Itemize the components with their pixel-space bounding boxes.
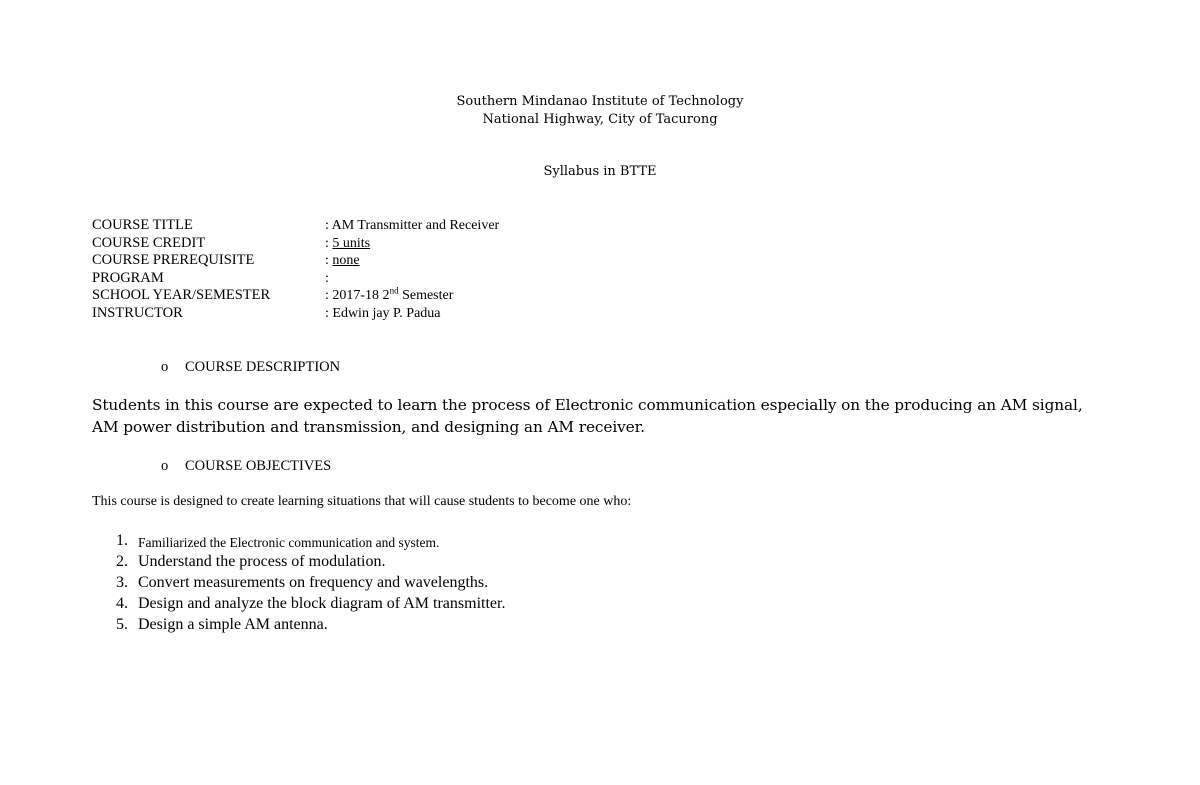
bullet-icon: o [161, 359, 169, 375]
institution-address: National Highway, City of Tacurong [482, 112, 718, 127]
list-item-text: Familiarized the Electronic communication and system. [138, 535, 440, 550]
program-value: : [325, 270, 329, 286]
school-year-value [325, 287, 453, 305]
school-year-pre: : 2017-18 2 [325, 288, 390, 304]
course-prereq-value: none [332, 253, 360, 269]
program-label: PROGRAM [92, 269, 164, 286]
course-objectives-heading [161, 458, 331, 475]
course-credit-prefix: : [325, 235, 333, 251]
course-description-heading [161, 359, 340, 376]
list-item-number: 5. [116, 616, 128, 633]
list-item-text: Understand the process of modulation. [138, 553, 386, 570]
list-item-text: Design a simple AM antenna. [138, 616, 328, 633]
list-item-text: Design and analyze the block diagram of AM transmitter. [138, 595, 506, 612]
school-year-label: SCHOOL YEAR/SEMESTER [92, 287, 271, 304]
list-item-number: 4. [116, 595, 128, 612]
instructor-label: INSTRUCTOR [92, 304, 183, 321]
list-item-number: 2. [116, 553, 128, 570]
list-item-number: 3. [116, 574, 128, 591]
course-objectives-heading-text: COURSE OBJECTIVES [185, 458, 332, 474]
course-credit-value: 5 units [332, 235, 371, 251]
course-prereq-label: COURSE PREREQUISITE [92, 252, 255, 269]
school-year-post: Semester [398, 288, 454, 304]
list-item-number: 1. [116, 532, 128, 549]
course-credit-value-wrap [325, 235, 370, 253]
bullet-icon: o [161, 458, 169, 474]
school-year-sup: nd [389, 285, 399, 296]
objectives-intro: This course is designed to create learning situations that will cause students to become one who: [92, 494, 632, 509]
list-item-text: Convert measurements on frequency and wavelengths. [138, 574, 489, 591]
course-credit-label: COURSE CREDIT [92, 234, 206, 251]
course-title-value: : AM Transmitter and Receiver [325, 218, 500, 233]
institution-name: Southern Mindanao Institute of Technology [456, 94, 744, 109]
course-prereq-prefix: : [325, 253, 333, 269]
course-prereq-value-wrap [325, 252, 360, 270]
instructor-value: : Edwin jay P. Padua [325, 305, 441, 321]
course-description-text: Students in this course are expected to learn the process of Electronic communication especially on the producing an AM signal, AM power distribution and transmission, and designing an AM receiver. [92, 396, 1083, 436]
syllabus-title: Syllabus in BTTE [543, 164, 657, 179]
course-title-label: COURSE TITLE [92, 217, 193, 233]
course-description-heading-text: COURSE DESCRIPTION [185, 359, 341, 375]
